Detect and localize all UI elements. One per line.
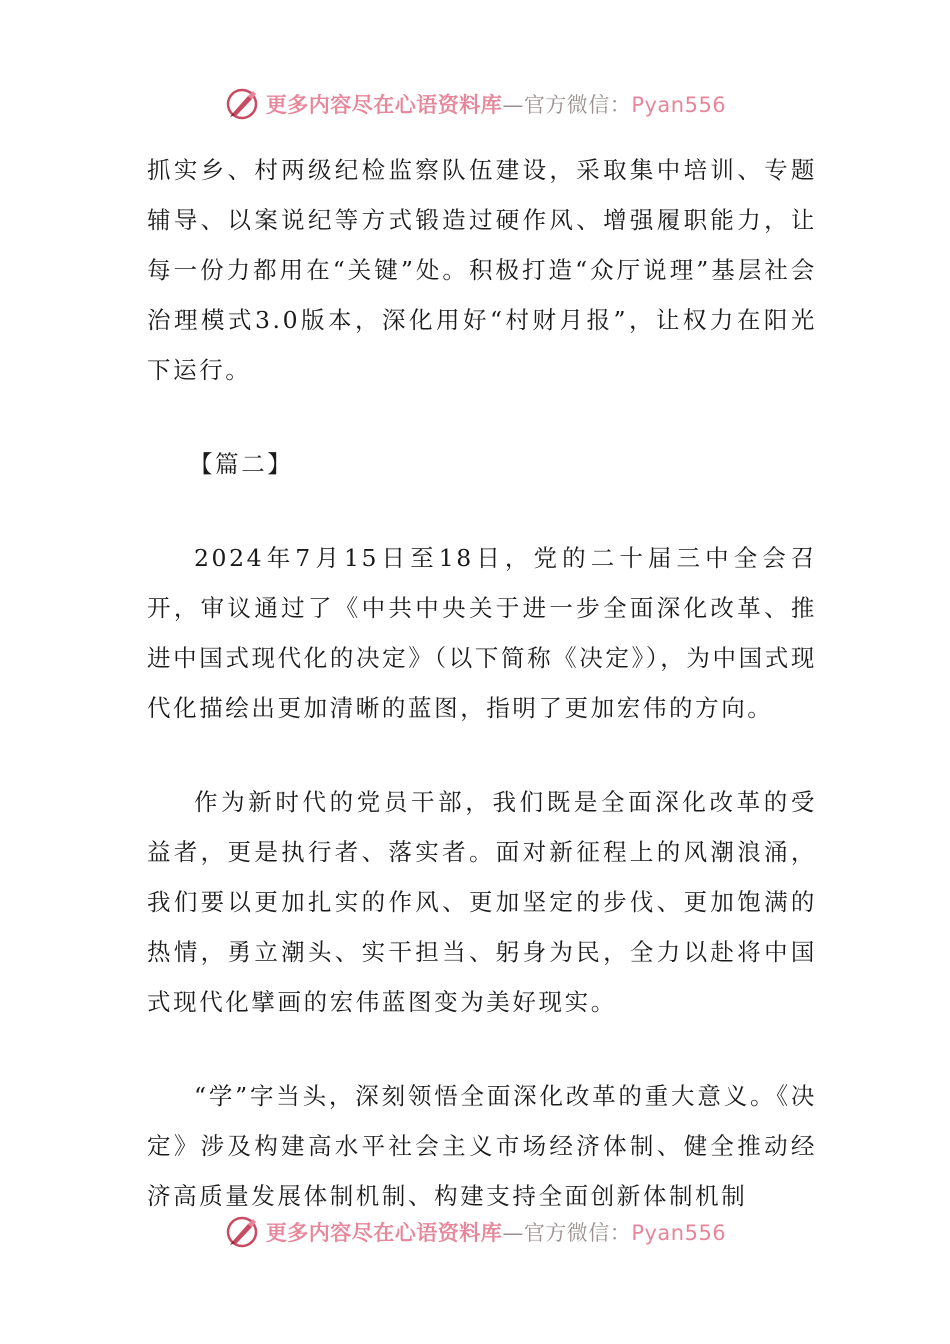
pen-logo-icon xyxy=(224,86,260,122)
watermark-wechat-label: —官方微信： xyxy=(502,93,632,117)
watermark-wechat-id: Pyan556 xyxy=(631,1221,727,1245)
footer-watermark-banner xyxy=(0,1212,950,1252)
paragraph-role: 作为新时代的党员干部，我们既是全面深化改革的受益者，更是执行者、落实者。面对新征程上的风潮浪涌，我们要以更加扎实的作风、更加坚定的步伐、更加饱满的热情，勇立潮头、实干担当、躬身为民，全力以赴将中国式现代化擘画的宏伟蓝图变为美好现实。 xyxy=(147,788,817,1016)
watermark-site-name: 更多内容尽在心语资料库 xyxy=(265,1221,503,1245)
document-body xyxy=(147,145,817,1221)
header-watermark-banner xyxy=(0,84,950,124)
pen-logo-icon xyxy=(224,1214,260,1250)
watermark-site-name: 更多内容尽在心语资料库 xyxy=(265,93,503,117)
section-title: 【篇二】 xyxy=(189,450,294,478)
watermark-text xyxy=(266,89,726,119)
paragraph-continued: 抓实乡、村两级纪检监察队伍建设，采取集中培训、专题辅导、以案说纪等方式锻造过硬作风、增强履职能力，让每一份力都用在“关键”处。积极打造“众厅说理”基层社会治理模式3.0版本，深化用好“村财月报”，让权力在阳光下运行。 xyxy=(147,156,817,384)
paragraph-intro: 2024年7月15日至18日，党的二十届三中全会召开，审议通过了《中共中央关于进一步全面深化改革、推进中国式现代化的决定》（以下简称《决定》），为中国式现代化描绘出更加清晰的蓝图，指明了更加宏伟的方向。 xyxy=(147,544,817,722)
watermark-wechat-id: Pyan556 xyxy=(631,93,727,117)
watermark-text xyxy=(266,1217,726,1247)
paragraph-study: “学”字当头，深刻领悟全面深化改革的重大意义。《决定》涉及构建高水平社会主义市场经济体制、健全推动经济高质量发展体制机制、构建支持全面创新体制机制 xyxy=(147,1082,817,1210)
watermark-wechat-label: —官方微信： xyxy=(502,1221,632,1245)
